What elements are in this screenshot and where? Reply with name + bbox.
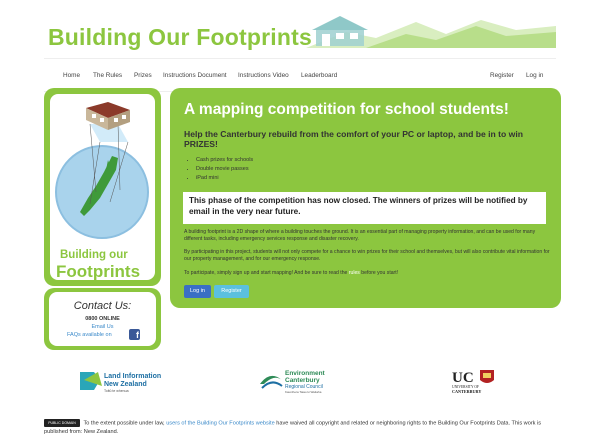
footer-prefix: To the extent possible under law, xyxy=(83,420,165,427)
contact-phone: 0800 ONLINE xyxy=(85,316,120,322)
linz-name-line1: Land Information xyxy=(104,373,162,380)
prize-list xyxy=(196,156,253,183)
uc-name-line1: UC xyxy=(452,370,474,386)
ecan-name-line2: Canterbury xyxy=(285,377,320,384)
partner-logos xyxy=(0,360,600,400)
uc-name-line3: CANTERBURY xyxy=(452,389,482,394)
contact-faq-link[interactable]: FAQs available on xyxy=(67,332,112,338)
footer-users-link[interactable]: users of the Building Our Footprints website xyxy=(166,420,275,427)
main-nav xyxy=(44,58,556,92)
footer xyxy=(44,419,564,437)
facebook-icon[interactable]: f xyxy=(129,329,140,340)
footprints-logo-icon xyxy=(50,94,155,244)
uc-logo-icon[interactable] xyxy=(450,366,510,396)
main-panel xyxy=(170,88,561,308)
nav-the-rules[interactable]: The Rules xyxy=(93,72,123,79)
logo-text-building-our: Building our xyxy=(60,249,128,261)
login-button[interactable]: Log in xyxy=(184,285,211,298)
footer-suffix: have waived all copyright and related or neighboring rights to the Building Our Footprints Data. This work is published from: New Zealand. xyxy=(44,420,542,436)
landscape-banner-icon xyxy=(306,12,556,48)
nav-login[interactable]: Log in xyxy=(526,72,544,79)
page-title: A mapping competition for school students! xyxy=(184,101,509,118)
nav-instructions-document[interactable]: Instructions Document xyxy=(163,72,227,79)
uc-name-line2: UNIVERSITY OF xyxy=(452,385,479,389)
nav-prizes[interactable]: Prizes xyxy=(134,72,152,79)
header xyxy=(0,0,600,60)
linz-name-line2: New Zealand xyxy=(104,381,147,388)
ecan-name-line4: Kaunihera Taiao ki Waitaha xyxy=(285,390,322,394)
contact-title: Contact Us: xyxy=(73,300,132,312)
contact-email-link[interactable]: Email Us xyxy=(91,324,114,330)
linz-name-line3: Toitū te whenua xyxy=(104,389,129,393)
contact-panel xyxy=(44,288,161,350)
intro-paragraph: A building footprint is a 2D shape of where a building touches the ground. It is an essential part of managing property information, and can be used for many different tasks, including emergency services response and disaster recovery. xyxy=(184,229,536,243)
signup-paragraph xyxy=(184,270,552,277)
ecan-name-line1: Environment xyxy=(285,370,325,377)
list-item: • Double movie passes xyxy=(196,165,253,174)
nav-register[interactable]: Register xyxy=(490,72,514,79)
nav-instructions-video[interactable]: Instructions Video xyxy=(238,72,289,79)
signup-text: To participate, simply sign up and start mapping! And be sure to read the xyxy=(184,270,348,276)
ecan-logo-icon[interactable] xyxy=(258,366,348,396)
page-subtitle: Help the Canterbury rebuild from the comfort of your PC or laptop, and be in to win PRIZES! xyxy=(184,129,523,149)
nav-leaderboard[interactable]: Leaderboard xyxy=(301,72,338,79)
sidebar-logo-panel xyxy=(44,88,161,286)
linz-logo-icon[interactable] xyxy=(80,368,180,394)
rules-link[interactable]: rules xyxy=(348,270,360,276)
register-button[interactable]: Register xyxy=(214,285,249,298)
signup-text-end: before you start! xyxy=(361,270,399,276)
list-item: • Cash prizes for schools xyxy=(196,156,253,165)
public-domain-badge-icon[interactable]: PUBLIC DOMAIN xyxy=(44,419,80,427)
site-title[interactable]: Building Our Footprints xyxy=(48,24,312,50)
participation-paragraph: By participating in this project, students will not only compete for a chance to win prizes for their school and themselves, but will also contribute vital information for our property management, and for our emergency response. xyxy=(184,249,550,263)
ecan-name-line3: Regional Council xyxy=(285,384,323,390)
closed-notice: This phase of the competition has now closed. The winners of prizes will be notified by email in the very near future. xyxy=(183,192,546,224)
logo-text-footprints: Footprints xyxy=(56,262,141,280)
nav-home[interactable]: Home xyxy=(63,72,81,79)
list-item: • iPad mini xyxy=(196,174,253,183)
